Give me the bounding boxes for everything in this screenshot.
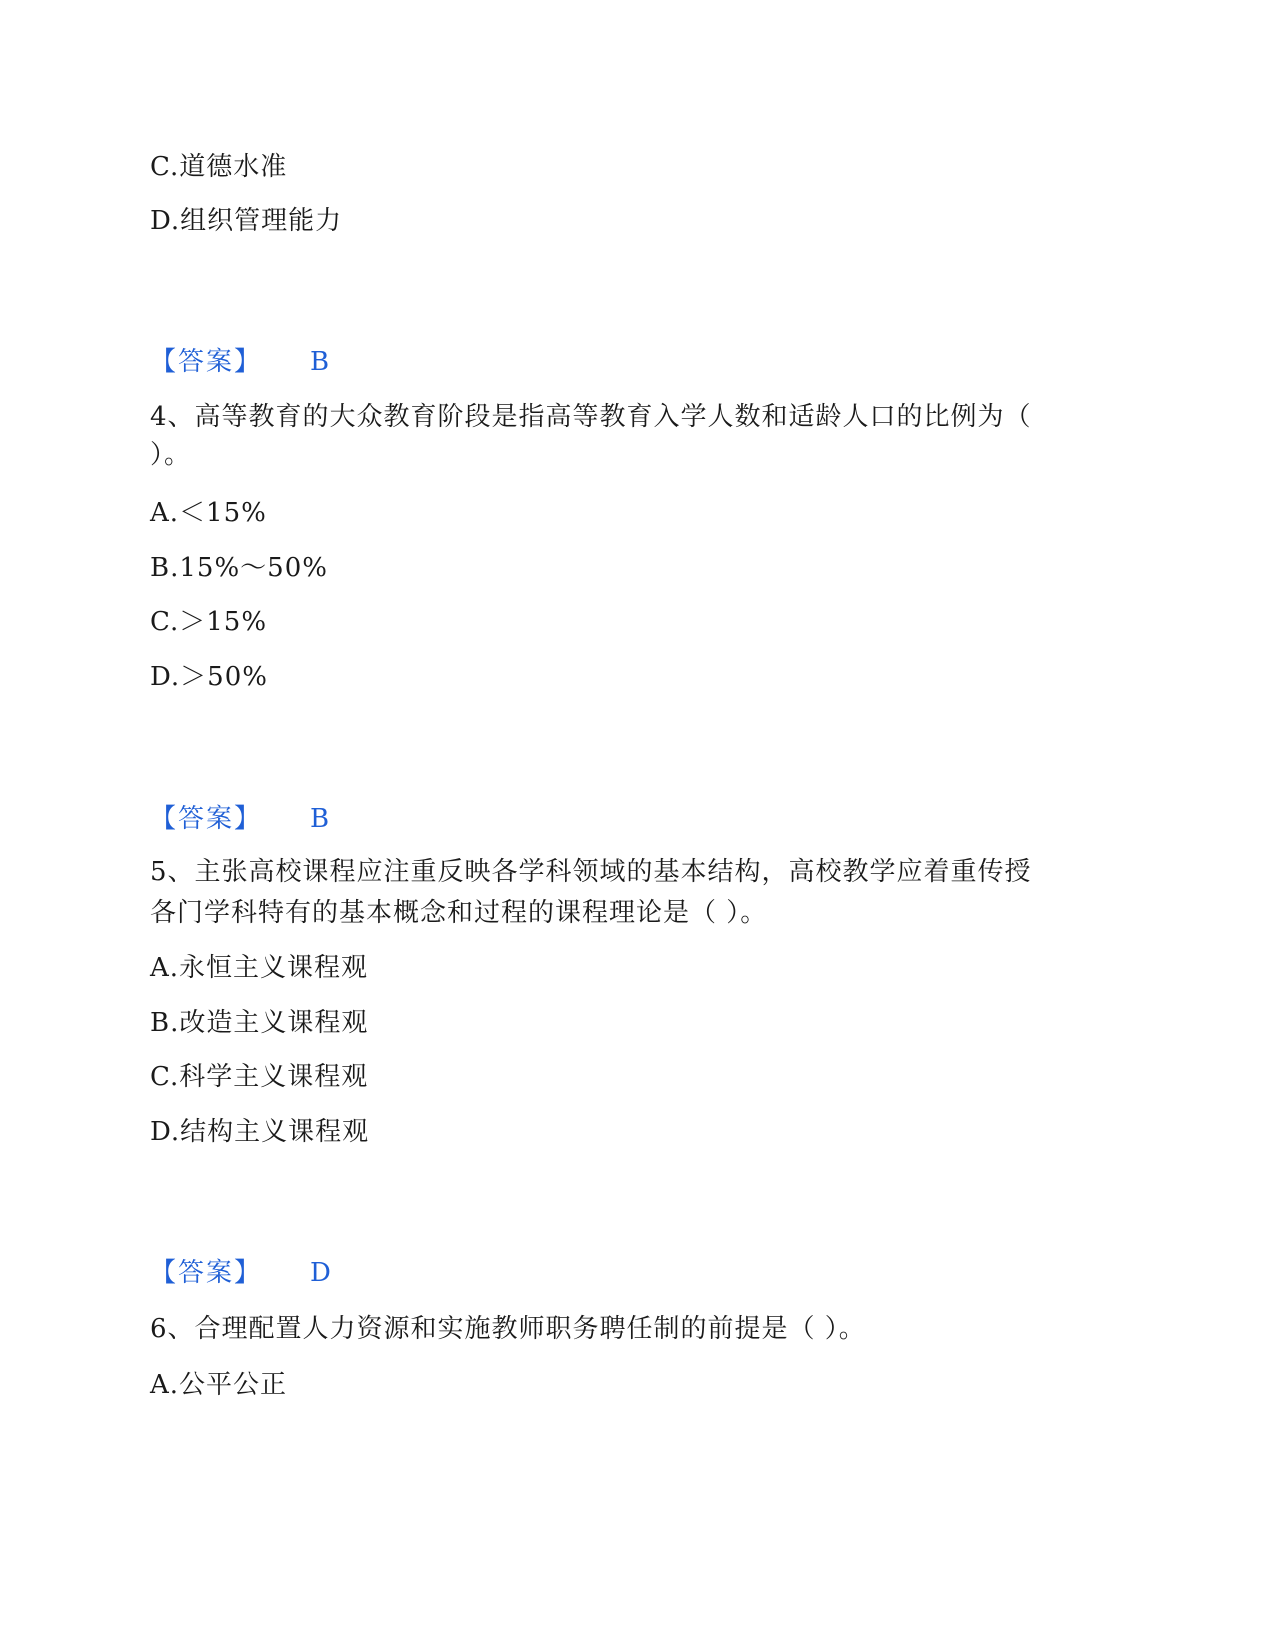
q5-answer bbox=[150, 1256, 331, 1290]
q4-answer-value: B bbox=[310, 804, 330, 834]
q5-option-a: A.永恒主义课程观 bbox=[150, 953, 369, 983]
q5-answer-value: D bbox=[310, 1258, 331, 1288]
q4-stem-line1: 4、高等教育的大众教育阶段是指高等教育入学人数和适龄人口的比例为（ bbox=[150, 402, 1032, 432]
q3-answer-value: B bbox=[310, 347, 330, 377]
q4-stem-line2: ）。 bbox=[150, 440, 192, 470]
q4-option-c: C.＞15% bbox=[150, 607, 268, 637]
q4-option-b: B.15%～50% bbox=[150, 553, 328, 583]
q4-answer-label: 【答案】 bbox=[150, 804, 263, 834]
q3-option-d: D.组织管理能力 bbox=[150, 206, 343, 236]
q5-answer-label: 【答案】 bbox=[150, 1258, 263, 1288]
q5-option-c: C.科学主义课程观 bbox=[150, 1062, 369, 1092]
q5-stem-line2: 各门学科特有的基本概念和过程的课程理论是（ ）。 bbox=[150, 898, 768, 928]
q6-stem-line1: 6、合理配置人力资源和实施教师职务聘任制的前提是（ ）。 bbox=[150, 1314, 866, 1344]
q5-option-b: B.改造主义课程观 bbox=[150, 1008, 369, 1038]
q6-option-a: A.公平公正 bbox=[150, 1370, 288, 1400]
q4-answer bbox=[150, 802, 329, 836]
q4-option-a: A.＜15% bbox=[150, 498, 267, 528]
q3-answer bbox=[150, 345, 329, 379]
q5-option-d: D.结构主义课程观 bbox=[150, 1117, 370, 1147]
q3-option-c: C.道德水准 bbox=[150, 152, 288, 182]
q5-stem-line1: 5、主张高校课程应注重反映各学科领域的基本结构，高校教学应着重传授 bbox=[150, 857, 1032, 887]
q4-option-d: D.＞50% bbox=[150, 662, 268, 692]
q3-answer-label: 【答案】 bbox=[150, 347, 263, 377]
